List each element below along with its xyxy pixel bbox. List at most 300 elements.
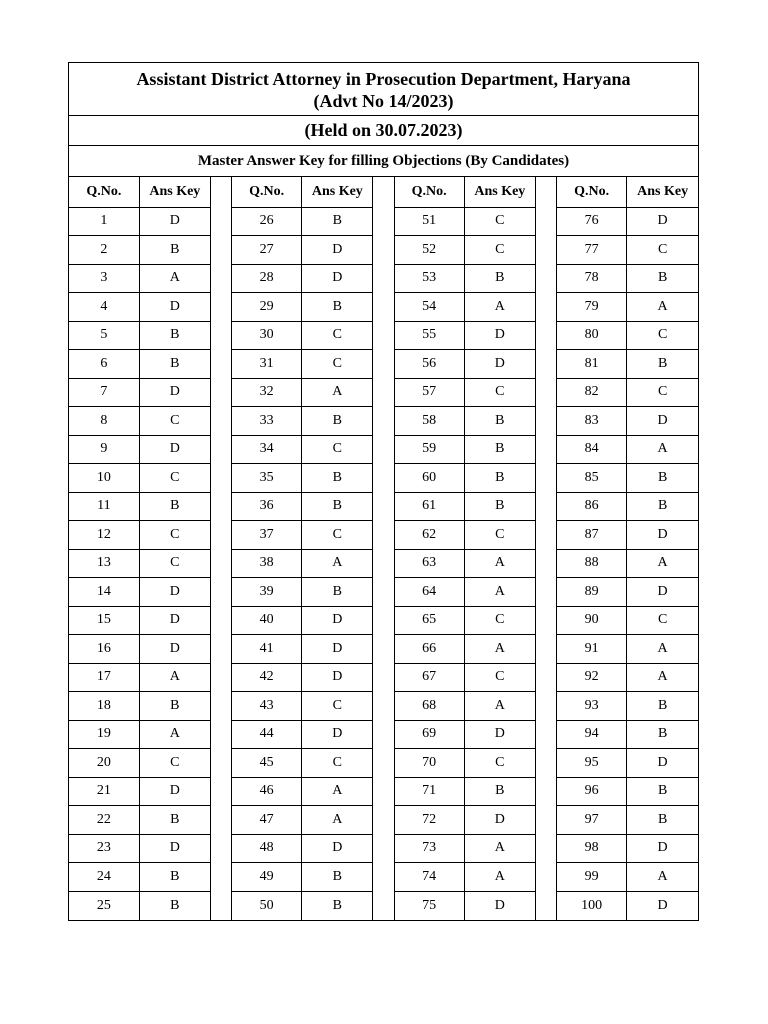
answer-key-cell: B [302, 207, 373, 236]
question-number: 21 [69, 777, 139, 806]
answer-key-cell: B [302, 578, 373, 607]
table-row [69, 521, 698, 550]
column-gap [535, 521, 556, 550]
column-gap [535, 464, 556, 493]
table-row [69, 692, 698, 721]
table-row [69, 464, 698, 493]
answer-key-cell: B [139, 236, 210, 265]
answer-key-cell: A [139, 720, 210, 749]
document-title [69, 63, 698, 116]
ans-key-header: Ans Key [627, 177, 698, 207]
column-gap [373, 777, 394, 806]
question-number: 15 [69, 606, 139, 635]
answer-key-cell: D [464, 806, 535, 835]
answer-key-cell: B [464, 464, 535, 493]
answer-key-cell: D [627, 749, 698, 778]
table-row [69, 863, 698, 892]
answer-key-cell: C [139, 521, 210, 550]
question-number: 68 [394, 692, 464, 721]
answer-key-cell: A [464, 549, 535, 578]
column-gap [210, 236, 231, 265]
answer-key-cell: C [464, 663, 535, 692]
column-gap [535, 777, 556, 806]
table-row [69, 663, 698, 692]
question-number: 54 [394, 293, 464, 322]
column-gap [210, 549, 231, 578]
ans-key-header: Ans Key [302, 177, 373, 207]
column-gap [210, 806, 231, 835]
qno-header: Q.No. [69, 177, 139, 207]
qno-header: Q.No. [232, 177, 302, 207]
answer-key-table [69, 177, 698, 920]
ans-key-header: Ans Key [464, 177, 535, 207]
answer-key-cell: B [627, 777, 698, 806]
answer-key-cell: B [627, 692, 698, 721]
question-number: 36 [232, 492, 302, 521]
column-gap [535, 578, 556, 607]
question-number: 3 [69, 264, 139, 293]
question-number: 18 [69, 692, 139, 721]
column-gap [210, 293, 231, 322]
answer-key-cell: A [464, 578, 535, 607]
answer-key-cell: D [464, 891, 535, 920]
column-gap [373, 692, 394, 721]
table-header-row [69, 177, 698, 207]
answer-key-cell: C [302, 350, 373, 379]
answer-key-cell: B [627, 350, 698, 379]
table-row [69, 549, 698, 578]
answer-key-cell: C [302, 321, 373, 350]
table-row [69, 578, 698, 607]
answer-key-cell: B [139, 863, 210, 892]
table-row [69, 264, 698, 293]
question-number: 63 [394, 549, 464, 578]
question-number: 29 [232, 293, 302, 322]
column-gap [373, 350, 394, 379]
column-gap [210, 749, 231, 778]
column-gap [210, 720, 231, 749]
question-number: 99 [557, 863, 627, 892]
answer-rows [69, 207, 698, 920]
answer-key-cell: C [464, 521, 535, 550]
answer-key-cell: C [139, 407, 210, 436]
column-gap [535, 321, 556, 350]
question-number: 4 [69, 293, 139, 322]
question-number: 82 [557, 378, 627, 407]
answer-key-cell: A [139, 663, 210, 692]
question-number: 23 [69, 834, 139, 863]
question-number: 51 [394, 207, 464, 236]
answer-key-cell: C [627, 236, 698, 265]
answer-key-cell: A [464, 863, 535, 892]
answer-key-cell: C [302, 692, 373, 721]
column-gap [535, 891, 556, 920]
column-gap [373, 549, 394, 578]
answer-key-cell: D [464, 720, 535, 749]
table-row [69, 635, 698, 664]
answer-key-cell: D [627, 891, 698, 920]
answer-key-cell: D [627, 521, 698, 550]
column-gap [373, 834, 394, 863]
question-number: 70 [394, 749, 464, 778]
answer-key-subtitle: Master Answer Key for filling Objections (By Candidates) [69, 146, 698, 177]
column-gap [535, 435, 556, 464]
question-number: 50 [232, 891, 302, 920]
answer-key-cell: D [139, 834, 210, 863]
column-gap [210, 863, 231, 892]
table-row [69, 806, 698, 835]
column-gap [373, 891, 394, 920]
table-row [69, 350, 698, 379]
answer-key-cell: B [627, 264, 698, 293]
column-gap [535, 863, 556, 892]
answer-key-cell: D [302, 606, 373, 635]
answer-key-cell: B [302, 891, 373, 920]
answer-key-cell: B [627, 720, 698, 749]
table-row [69, 293, 698, 322]
column-gap [373, 606, 394, 635]
answer-key-cell: A [627, 663, 698, 692]
question-number: 41 [232, 635, 302, 664]
column-gap [210, 777, 231, 806]
answer-key-cell: C [139, 464, 210, 493]
answer-key-cell: C [464, 236, 535, 265]
column-gap [210, 578, 231, 607]
qno-header: Q.No. [394, 177, 464, 207]
answer-key-cell: B [627, 806, 698, 835]
answer-key-cell: A [627, 863, 698, 892]
question-number: 20 [69, 749, 139, 778]
column-gap [373, 806, 394, 835]
answer-key-cell: D [302, 236, 373, 265]
question-number: 39 [232, 578, 302, 607]
column-gap [535, 407, 556, 436]
question-number: 83 [557, 407, 627, 436]
question-number: 58 [394, 407, 464, 436]
table-row [69, 720, 698, 749]
question-number: 96 [557, 777, 627, 806]
table-row [69, 236, 698, 265]
answer-key-cell: D [464, 350, 535, 379]
column-gap [373, 207, 394, 236]
title-line-2: (Advt No 14/2023) [313, 91, 454, 111]
question-number: 98 [557, 834, 627, 863]
question-number: 60 [394, 464, 464, 493]
answer-key-cell: C [302, 435, 373, 464]
answer-key-cell: D [139, 435, 210, 464]
answer-key-cell: B [302, 863, 373, 892]
answer-key-cell: A [139, 264, 210, 293]
answer-key-cell: A [302, 777, 373, 806]
column-gap [535, 207, 556, 236]
question-number: 71 [394, 777, 464, 806]
answer-key-cell: B [464, 407, 535, 436]
column-gap [373, 407, 394, 436]
question-number: 84 [557, 435, 627, 464]
question-number: 47 [232, 806, 302, 835]
question-number: 88 [557, 549, 627, 578]
answer-key-cell: C [139, 749, 210, 778]
answer-key-cell: C [464, 378, 535, 407]
answer-key-cell: D [139, 207, 210, 236]
question-number: 27 [232, 236, 302, 265]
question-number: 64 [394, 578, 464, 607]
column-gap [210, 378, 231, 407]
column-gap [210, 464, 231, 493]
column-gap [373, 635, 394, 664]
column-gap [373, 492, 394, 521]
answer-key-cell: D [302, 720, 373, 749]
question-number: 32 [232, 378, 302, 407]
question-number: 77 [557, 236, 627, 265]
answer-key-cell: A [627, 549, 698, 578]
column-gap [535, 549, 556, 578]
column-gap [373, 293, 394, 322]
column-gap [535, 663, 556, 692]
question-number: 97 [557, 806, 627, 835]
column-gap [373, 236, 394, 265]
question-number: 1 [69, 207, 139, 236]
answer-key-cell: B [139, 692, 210, 721]
answer-key-cell: D [302, 635, 373, 664]
question-number: 19 [69, 720, 139, 749]
question-number: 62 [394, 521, 464, 550]
question-number: 13 [69, 549, 139, 578]
column-gap [210, 834, 231, 863]
column-gap [210, 321, 231, 350]
column-gap [535, 720, 556, 749]
answer-key-cell: B [464, 777, 535, 806]
column-gap [210, 207, 231, 236]
column-gap [210, 891, 231, 920]
column-gap [210, 177, 231, 207]
question-number: 65 [394, 606, 464, 635]
question-number: 55 [394, 321, 464, 350]
column-gap [535, 236, 556, 265]
question-number: 24 [69, 863, 139, 892]
qno-header: Q.No. [557, 177, 627, 207]
question-number: 66 [394, 635, 464, 664]
question-number: 91 [557, 635, 627, 664]
table-row [69, 492, 698, 521]
question-number: 22 [69, 806, 139, 835]
question-number: 35 [232, 464, 302, 493]
answer-key-cell: C [464, 606, 535, 635]
question-number: 90 [557, 606, 627, 635]
column-gap [210, 663, 231, 692]
answer-key-cell: A [302, 549, 373, 578]
answer-key-cell: D [139, 606, 210, 635]
column-gap [373, 749, 394, 778]
answer-key-cell: D [627, 207, 698, 236]
answer-key-cell: A [464, 692, 535, 721]
column-gap [210, 350, 231, 379]
question-number: 52 [394, 236, 464, 265]
answer-key-cell: B [139, 492, 210, 521]
answer-key-cell: B [627, 492, 698, 521]
question-number: 40 [232, 606, 302, 635]
table-row [69, 378, 698, 407]
column-gap [535, 293, 556, 322]
question-number: 10 [69, 464, 139, 493]
answer-key-cell: A [627, 435, 698, 464]
column-gap [535, 264, 556, 293]
table-row [69, 435, 698, 464]
ans-key-header: Ans Key [139, 177, 210, 207]
question-number: 38 [232, 549, 302, 578]
column-gap [210, 692, 231, 721]
column-gap [373, 378, 394, 407]
column-gap [373, 578, 394, 607]
question-number: 72 [394, 806, 464, 835]
column-gap [373, 321, 394, 350]
question-number: 49 [232, 863, 302, 892]
answer-key-cell: A [464, 635, 535, 664]
answer-key-cell: A [464, 293, 535, 322]
answer-key-cell: D [302, 264, 373, 293]
question-number: 8 [69, 407, 139, 436]
question-number: 53 [394, 264, 464, 293]
column-gap [373, 435, 394, 464]
answer-key-cell: B [302, 464, 373, 493]
question-number: 25 [69, 891, 139, 920]
answer-key-cell: B [464, 264, 535, 293]
answer-key-cell: C [464, 749, 535, 778]
question-number: 69 [394, 720, 464, 749]
table-row [69, 606, 698, 635]
question-number: 56 [394, 350, 464, 379]
answer-key-cell: B [302, 492, 373, 521]
question-number: 73 [394, 834, 464, 863]
column-gap [535, 606, 556, 635]
column-gap [210, 492, 231, 521]
question-number: 61 [394, 492, 464, 521]
column-gap [210, 635, 231, 664]
answer-key-cell: C [302, 749, 373, 778]
answer-key-cell: B [302, 293, 373, 322]
question-number: 11 [69, 492, 139, 521]
column-gap [210, 606, 231, 635]
column-gap [373, 521, 394, 550]
question-number: 28 [232, 264, 302, 293]
answer-key-cell: B [139, 321, 210, 350]
column-gap [373, 464, 394, 493]
question-number: 6 [69, 350, 139, 379]
answer-key-cell: D [302, 663, 373, 692]
question-number: 92 [557, 663, 627, 692]
answer-key-cell: B [139, 350, 210, 379]
question-number: 57 [394, 378, 464, 407]
question-number: 26 [232, 207, 302, 236]
question-number: 74 [394, 863, 464, 892]
column-gap [535, 492, 556, 521]
column-gap [535, 177, 556, 207]
question-number: 44 [232, 720, 302, 749]
answer-key-cell: D [627, 407, 698, 436]
question-number: 12 [69, 521, 139, 550]
question-number: 89 [557, 578, 627, 607]
question-number: 17 [69, 663, 139, 692]
table-row [69, 407, 698, 436]
answer-key-cell: D [627, 834, 698, 863]
question-number: 94 [557, 720, 627, 749]
answer-key-cell: D [627, 578, 698, 607]
question-number: 16 [69, 635, 139, 664]
answer-key-cell: D [139, 777, 210, 806]
question-number: 46 [232, 777, 302, 806]
column-gap [535, 692, 556, 721]
column-gap [373, 264, 394, 293]
question-number: 2 [69, 236, 139, 265]
column-gap [535, 806, 556, 835]
column-gap [373, 177, 394, 207]
column-gap [210, 435, 231, 464]
column-gap [535, 378, 556, 407]
question-number: 37 [232, 521, 302, 550]
answer-key-cell: D [139, 293, 210, 322]
answer-key-cell: D [139, 578, 210, 607]
column-gap [535, 635, 556, 664]
title-line-1: Assistant District Attorney in Prosecution Department, Haryana [136, 69, 631, 89]
table-row [69, 749, 698, 778]
question-number: 80 [557, 321, 627, 350]
question-number: 33 [232, 407, 302, 436]
column-gap [373, 663, 394, 692]
answer-key-cell: C [627, 378, 698, 407]
answer-key-cell: D [139, 635, 210, 664]
question-number: 86 [557, 492, 627, 521]
answer-key-cell: B [139, 891, 210, 920]
question-number: 43 [232, 692, 302, 721]
question-number: 100 [557, 891, 627, 920]
question-number: 9 [69, 435, 139, 464]
answer-key-cell: B [464, 492, 535, 521]
answer-key-cell: D [464, 321, 535, 350]
question-number: 42 [232, 663, 302, 692]
question-number: 75 [394, 891, 464, 920]
answer-key-sheet [68, 62, 699, 921]
answer-key-cell: A [627, 293, 698, 322]
question-number: 76 [557, 207, 627, 236]
table-row [69, 834, 698, 863]
answer-key-cell: B [139, 806, 210, 835]
answer-key-cell: B [302, 407, 373, 436]
answer-key-cell: B [464, 435, 535, 464]
table-row [69, 891, 698, 920]
column-gap [535, 834, 556, 863]
column-gap [535, 749, 556, 778]
answer-key-cell: A [464, 834, 535, 863]
question-number: 78 [557, 264, 627, 293]
answer-key-cell: D [139, 378, 210, 407]
question-number: 48 [232, 834, 302, 863]
table-row [69, 321, 698, 350]
answer-key-cell: A [302, 378, 373, 407]
answer-key-cell: A [302, 806, 373, 835]
question-number: 14 [69, 578, 139, 607]
answer-key-cell: D [302, 834, 373, 863]
column-gap [210, 407, 231, 436]
question-number: 30 [232, 321, 302, 350]
answer-key-cell: A [627, 635, 698, 664]
exam-date: (Held on 30.07.2023) [69, 116, 698, 146]
column-gap [373, 720, 394, 749]
answer-key-cell: C [302, 521, 373, 550]
question-number: 79 [557, 293, 627, 322]
answer-key-cell: C [627, 606, 698, 635]
question-number: 34 [232, 435, 302, 464]
answer-key-cell: B [627, 464, 698, 493]
